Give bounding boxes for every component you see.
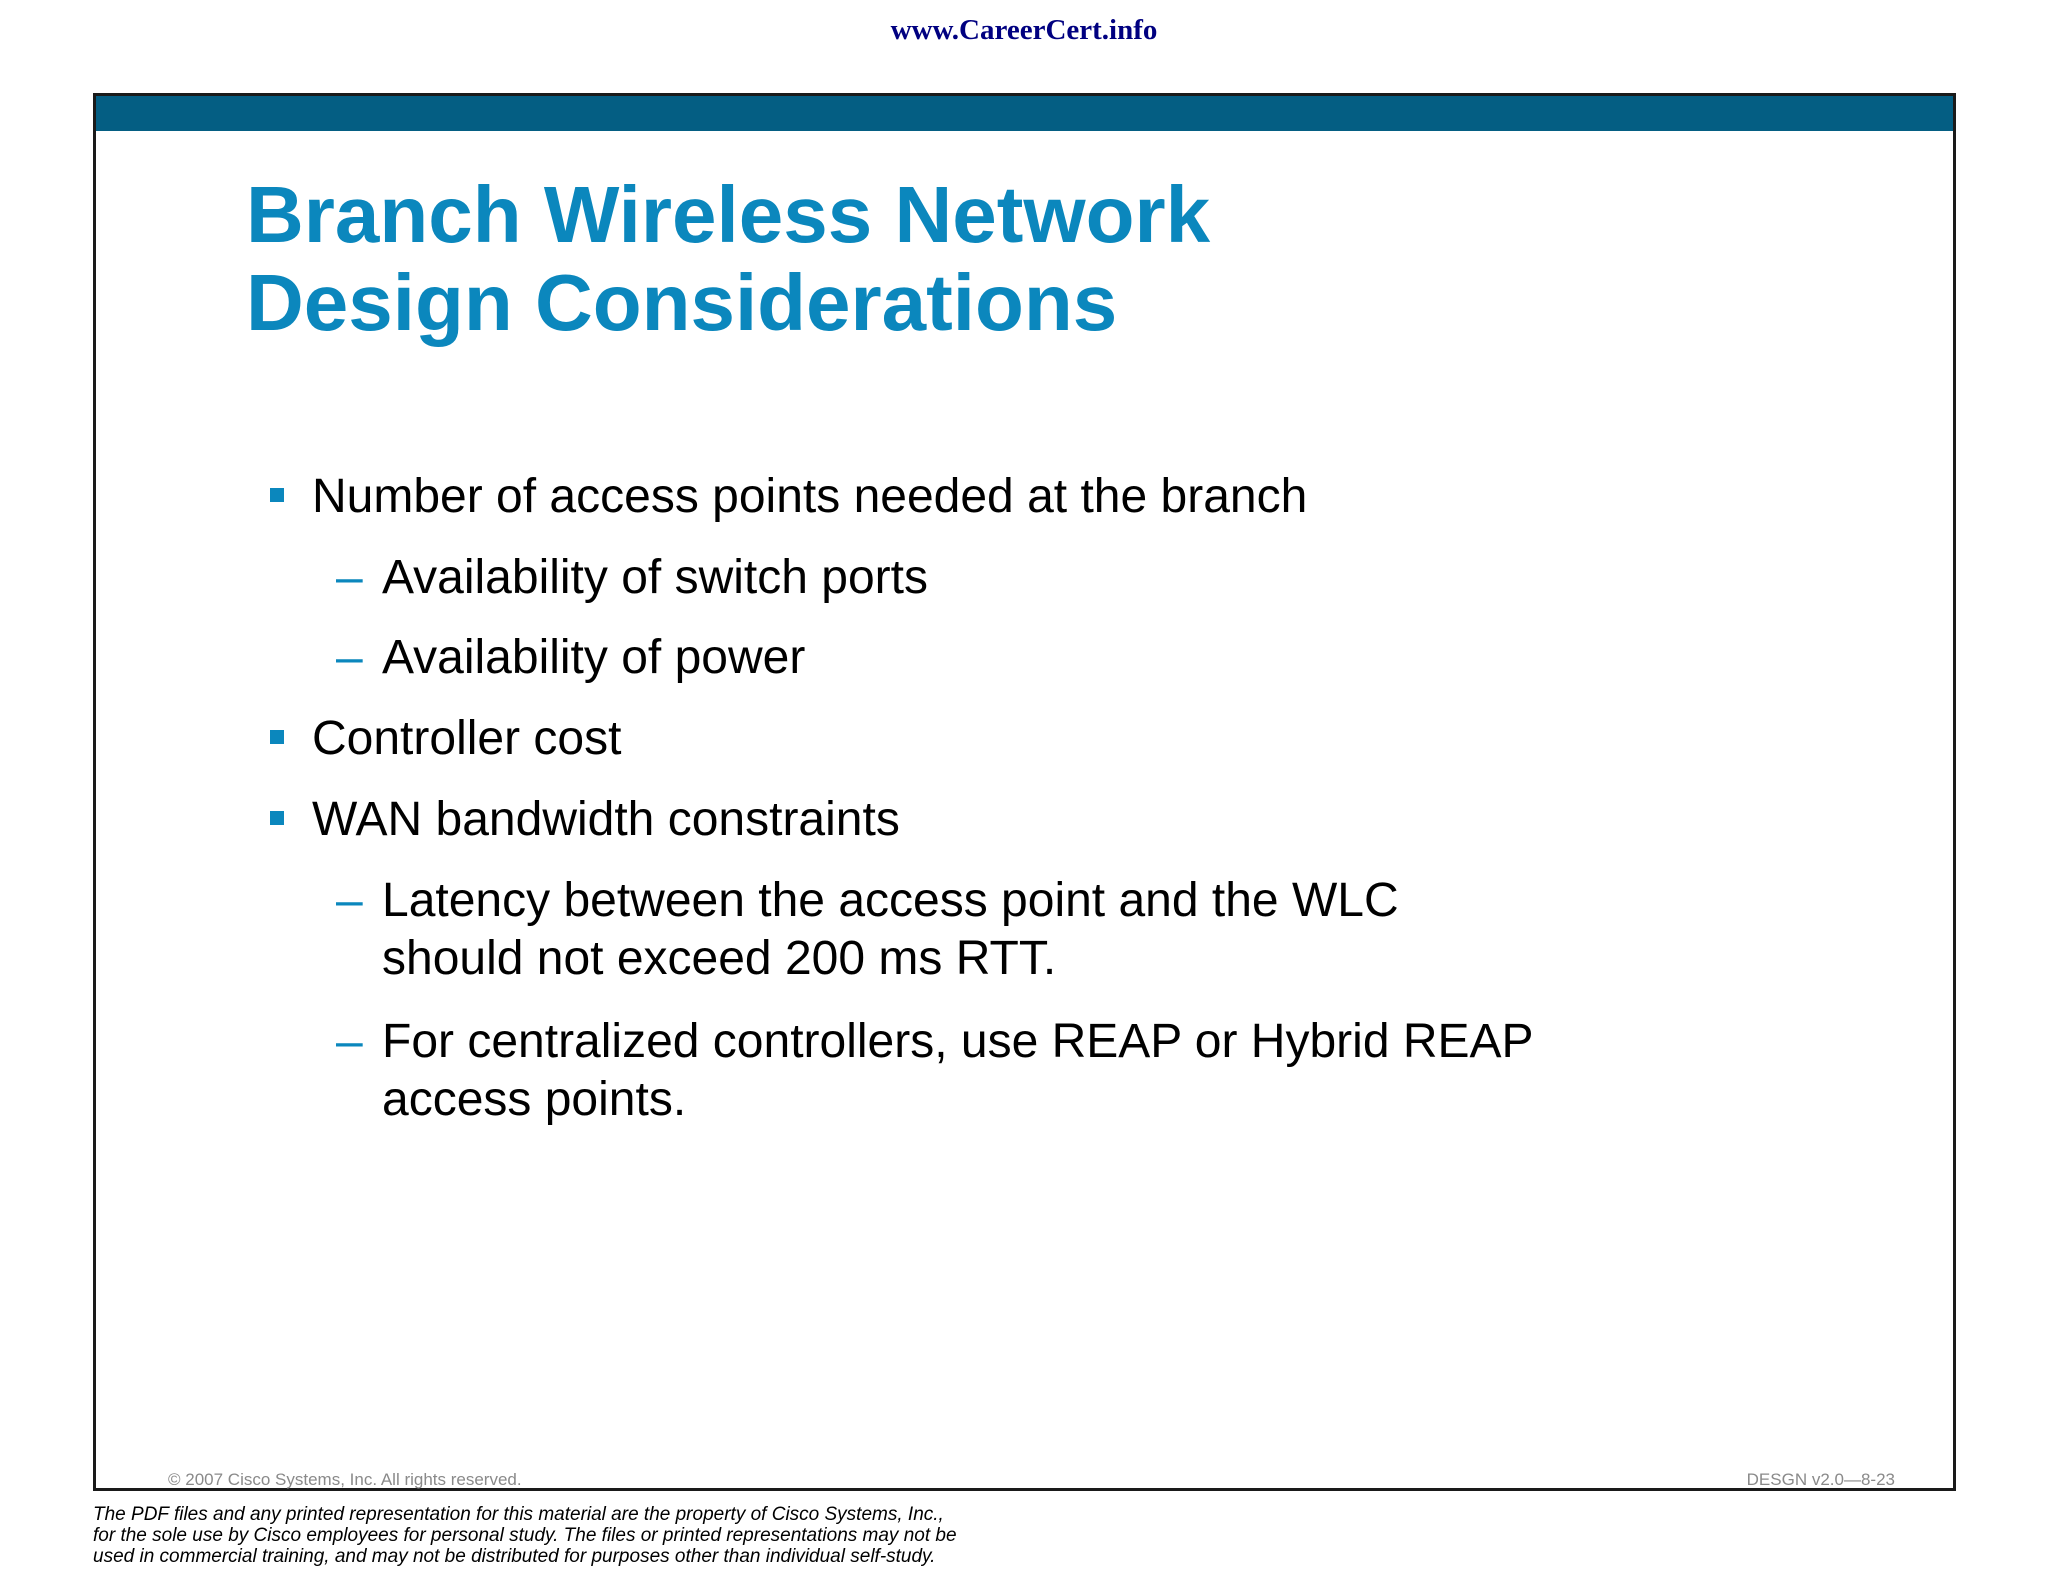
sub-bullet-text	[382, 1013, 1534, 1129]
bullet-text: Controller cost	[312, 712, 622, 765]
slide-title-line-1: Branch Wireless Network	[246, 170, 1211, 259]
slide-number: DESGN v2.0—8-23	[1746, 1470, 1895, 1489]
square-bullet-icon	[270, 811, 284, 825]
slide-title-line-2: Design Considerations	[246, 258, 1118, 347]
sub-bullet-line: Availability of power	[382, 631, 806, 684]
sub-bullet-line: For centralized controllers, use REAP or Hybrid REAP	[382, 1015, 1534, 1068]
square-bullet-icon	[270, 730, 284, 744]
sub-bullet-line: Latency between the access point and the WLC	[382, 874, 1399, 927]
site-url[interactable]: www.CareerCert.info	[890, 14, 1158, 46]
disclaimer-line: used in commercial training, and may not be distributed for purposes other than individual self-study.	[93, 1546, 936, 1567]
bullet-text: Number of access points needed at the branch	[312, 470, 1308, 523]
disclaimer	[93, 1504, 957, 1567]
sub-bullet-line: access points.	[382, 1073, 687, 1126]
copyright-notice: © 2007 Cisco Systems, Inc. All rights reserved.	[168, 1470, 522, 1489]
dash-bullet-icon: –	[336, 631, 363, 684]
square-bullet-icon	[270, 488, 284, 502]
dash-bullet-icon: –	[336, 1015, 363, 1068]
sub-bullet-text	[382, 549, 928, 607]
sub-bullet-line: Availability of switch ports	[382, 551, 928, 604]
bullet-list	[96, 96, 1953, 1488]
sub-bullet-line: should not exceed 200 ms RTT.	[382, 932, 1057, 985]
disclaimer-line: The PDF files and any printed representation for this material are the property of Cisco Systems, Inc.,	[93, 1504, 944, 1525]
disclaimer-line: for the sole use by Cisco employees for personal study. The files or printed representations may not be	[93, 1525, 957, 1546]
sub-bullet-text	[382, 872, 1399, 988]
dash-bullet-icon: –	[336, 874, 363, 927]
sub-bullet-text	[382, 629, 805, 687]
bullet-text: WAN bandwidth constraints	[312, 793, 900, 846]
slide	[93, 93, 1956, 1491]
dash-bullet-icon: –	[336, 551, 363, 604]
